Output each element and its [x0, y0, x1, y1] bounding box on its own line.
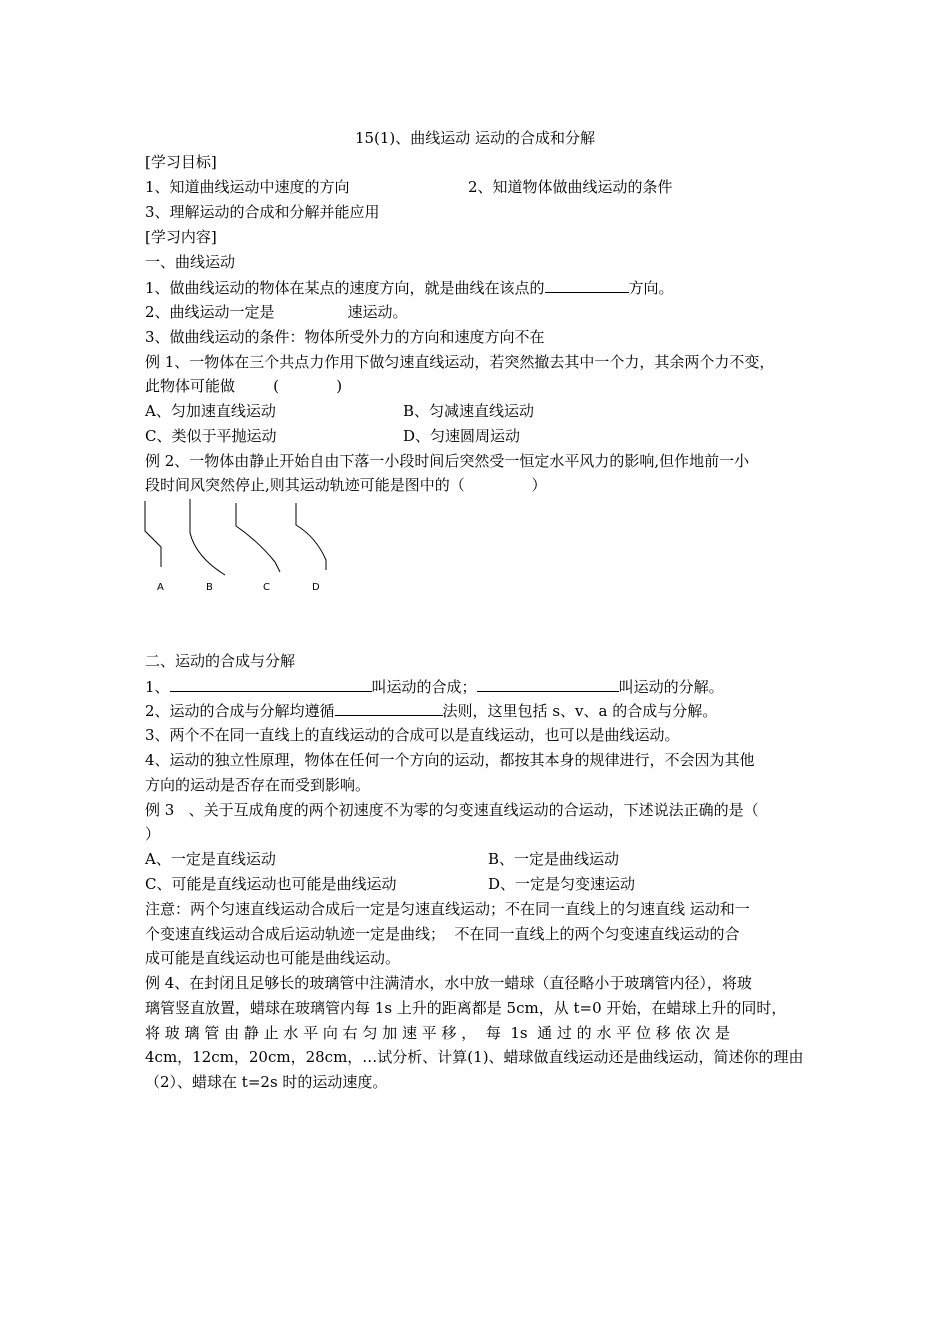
s2-item-1 [145, 676, 724, 696]
example-2-line-2: 段时间风突然停止,则其运动轨迹可能是图中的（ ） [145, 476, 547, 494]
label-b: B [206, 582, 213, 593]
label-d: D [312, 582, 320, 593]
note-line-1: 注意：两个匀速直线运动合成后一定是匀速直线运动；不在同一直线上的匀速直线 运动和一 [145, 900, 750, 918]
example-4-line-2: 璃管竖直放置，蜡球在玻璃管内每 1s 上升的距离都是 5cm，从 t=0 开始，在蜡球上升的同时， [145, 999, 787, 1017]
trajectory-b [190, 499, 225, 575]
s2-item-2 [145, 700, 717, 720]
s2-item-4-line-2: 方向的运动是否存在而受到影响。 [145, 776, 371, 794]
goal-1: 1、知道曲线运动中速度的方向 [145, 178, 350, 196]
example-3-option-a: A、一定是直线运动 [145, 850, 276, 868]
s2-item-3: 3、两个不在同一直线上的直线运动的合成可以是直线运动，也可以是曲线运动。 [145, 726, 680, 744]
fill-blank-3[interactable] [335, 700, 443, 716]
s1-item-2 [145, 302, 408, 322]
s2-item-4-line-1: 4、运动的独立性原理，物体在任何一个方向的运动，都按其本身的规律进行，不会因为其他 [145, 751, 755, 769]
label-c: C [263, 582, 270, 593]
s1-item-1-tail: 方向。 [628, 279, 674, 297]
goal-3: 3、理解运动的合成和分解并能应用 [145, 203, 380, 221]
example-1-option-a: A、匀加速直线运动 [145, 402, 276, 420]
note-line-3: 成可能是直线运动也可能是曲线运动。 [145, 949, 401, 967]
s2-item-2-text: 2、运动的合成与分解均遵循 [145, 702, 335, 720]
trajectory-d [296, 503, 326, 570]
fill-blank-1[interactable] [170, 676, 372, 692]
example-3-line-2: ） [145, 825, 161, 843]
fill-blank-2[interactable] [477, 676, 619, 692]
content-heading: [学习内容] [145, 228, 217, 246]
example-1-option-b: B、匀减速直线运动 [403, 402, 535, 420]
trajectory-c [236, 503, 280, 572]
s2-item-1-mid: 叫运动的合成； [371, 678, 477, 696]
example-4-line-5: （2）、蜡球在 t=2s 时的运动速度。 [145, 1073, 388, 1091]
example-3-option-b: B、一定是曲线运动 [488, 850, 620, 868]
example-4-line-3: 将 玻 璃 管 由 静 止 水 平 向 右 匀 加 速 平 移 ， 每 1s 通 过 的 水 平 位 移 依 次 是 [145, 1024, 731, 1042]
goals-heading: [学习目标] [145, 153, 217, 171]
note-line-2: 个变速直线运动合成后运动轨迹一定是曲线； 不在同一直线上的两个匀变速直线运动的合 [145, 925, 740, 943]
example-4-line-4: 4cm，12cm，20cm，28cm，…试分析、计算(1)、蜡球做直线运动还是曲线运动，简述你的理由 [145, 1048, 804, 1066]
example-4-line-1: 例 4、在封闭且足够长的玻璃管中注满清水，水中放一蜡球（直径略小于玻璃管内径），将玻 [145, 974, 752, 992]
s1-item-2-tail: 速运动。 [347, 303, 408, 321]
s1-item-1 [145, 277, 674, 297]
label-a: A [157, 582, 164, 593]
section1-heading: 一、曲线运动 [145, 253, 236, 271]
s2-item-2-tail: 法则，这里包括 s、v、a 的合成与分解。 [442, 702, 718, 720]
section2-heading: 二、运动的合成与分解 [145, 652, 296, 670]
goal-2: 2、知道物体做曲线运动的条件 [468, 178, 673, 196]
s2-item-1-tail: 叫运动的分解。 [618, 678, 724, 696]
page-title: 15(1)、曲线运动 运动的合成和分解 [354, 129, 596, 147]
s1-item-2-text: 2、曲线运动一定是 [145, 303, 275, 321]
example-1-line-2: 此物体可能做 ( ) [145, 377, 343, 395]
example-1-line-1: 例 1、一物体在三个共点力作用下做匀速直线运动，若突然撤去其中一个力，其余两个力不变， [145, 353, 775, 371]
trajectory-a [145, 501, 161, 567]
s1-item-3: 3、做曲线运动的条件：物体所受外力的方向和速度方向不在 [145, 328, 545, 346]
s1-item-1-text: 1、做曲线运动的物体在某点的速度方向，就是曲线在该点的 [145, 279, 545, 297]
example-3-option-d: D、一定是匀变速运动 [488, 875, 636, 893]
example-3-option-c: C、可能是直线运动也可能是曲线运动 [145, 875, 397, 893]
s2-item-1-num: 1、 [145, 678, 170, 696]
example-1-option-d: D、匀速圆周运动 [403, 427, 521, 445]
fill-blank[interactable] [545, 277, 629, 293]
example-2-line-1: 例 2、一物体由静止开始自由下落一小段时间后突然受一恒定水平风力的影响,但作地前一小 [145, 452, 750, 470]
example-3-line-1: 例 3 、关于互成角度的两个初速度不为零的匀变速直线运动的合运动，下述说法正确的是（ [145, 801, 759, 819]
trajectory-figure [130, 495, 350, 600]
example-1-option-c: C、类似于平抛运动 [145, 427, 277, 445]
